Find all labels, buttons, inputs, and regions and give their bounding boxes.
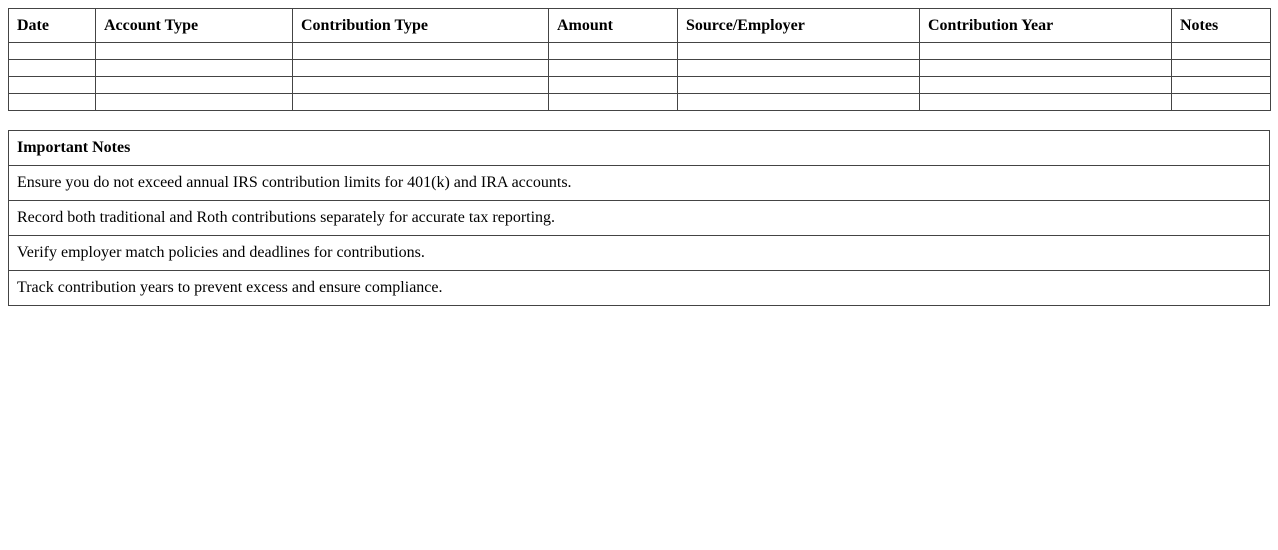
column-header-contribution-type: Contribution Type [293, 9, 549, 43]
cell-amount[interactable] [549, 43, 678, 60]
cell-account-type[interactable] [96, 77, 293, 94]
cell-contribution-type[interactable] [293, 60, 549, 77]
cell-source-employer[interactable] [678, 60, 920, 77]
cell-date[interactable] [9, 43, 96, 60]
cell-notes[interactable] [1172, 60, 1271, 77]
column-header-notes: Notes [1172, 9, 1271, 43]
note-row [9, 201, 1270, 236]
cell-notes[interactable] [1172, 77, 1271, 94]
column-header-source-employer: Source/Employer [678, 9, 920, 43]
cell-amount[interactable] [549, 60, 678, 77]
note-row [9, 236, 1270, 271]
cell-contribution-year[interactable] [920, 94, 1172, 111]
cell-contribution-type[interactable] [293, 43, 549, 60]
note-item: Verify employer match policies and deadlines for contributions. [9, 236, 1270, 271]
cell-notes[interactable] [1172, 94, 1271, 111]
cell-contribution-year[interactable] [920, 43, 1172, 60]
cell-date[interactable] [9, 60, 96, 77]
table-row [9, 43, 1271, 60]
notes-header-row [9, 131, 1270, 166]
cell-source-employer[interactable] [678, 43, 920, 60]
table-row [9, 60, 1271, 77]
cell-source-employer[interactable] [678, 77, 920, 94]
cell-date[interactable] [9, 94, 96, 111]
table-row [9, 94, 1271, 111]
cell-contribution-year[interactable] [920, 60, 1172, 77]
cell-contribution-year[interactable] [920, 77, 1172, 94]
cell-contribution-type[interactable] [293, 77, 549, 94]
important-notes-table [8, 130, 1270, 306]
column-header-amount: Amount [549, 9, 678, 43]
column-header-date: Date [9, 9, 96, 43]
cell-account-type[interactable] [96, 94, 293, 111]
cell-account-type[interactable] [96, 60, 293, 77]
cell-amount[interactable] [549, 77, 678, 94]
note-row [9, 166, 1270, 201]
cell-contribution-type[interactable] [293, 94, 549, 111]
note-item: Record both traditional and Roth contributions separately for accurate tax reporting. [9, 201, 1270, 236]
column-header-account-type: Account Type [96, 9, 293, 43]
cell-account-type[interactable] [96, 43, 293, 60]
cell-source-employer[interactable] [678, 94, 920, 111]
cell-amount[interactable] [549, 94, 678, 111]
contributions-table [8, 8, 1271, 111]
table-header-row [9, 9, 1271, 43]
note-item: Track contribution years to prevent excess and ensure compliance. [9, 271, 1270, 306]
cell-date[interactable] [9, 77, 96, 94]
column-header-contribution-year: Contribution Year [920, 9, 1172, 43]
notes-heading: Important Notes [9, 131, 1270, 166]
note-item: Ensure you do not exceed annual IRS contribution limits for 401(k) and IRA accounts. [9, 166, 1270, 201]
note-row [9, 271, 1270, 306]
cell-notes[interactable] [1172, 43, 1271, 60]
table-row [9, 77, 1271, 94]
